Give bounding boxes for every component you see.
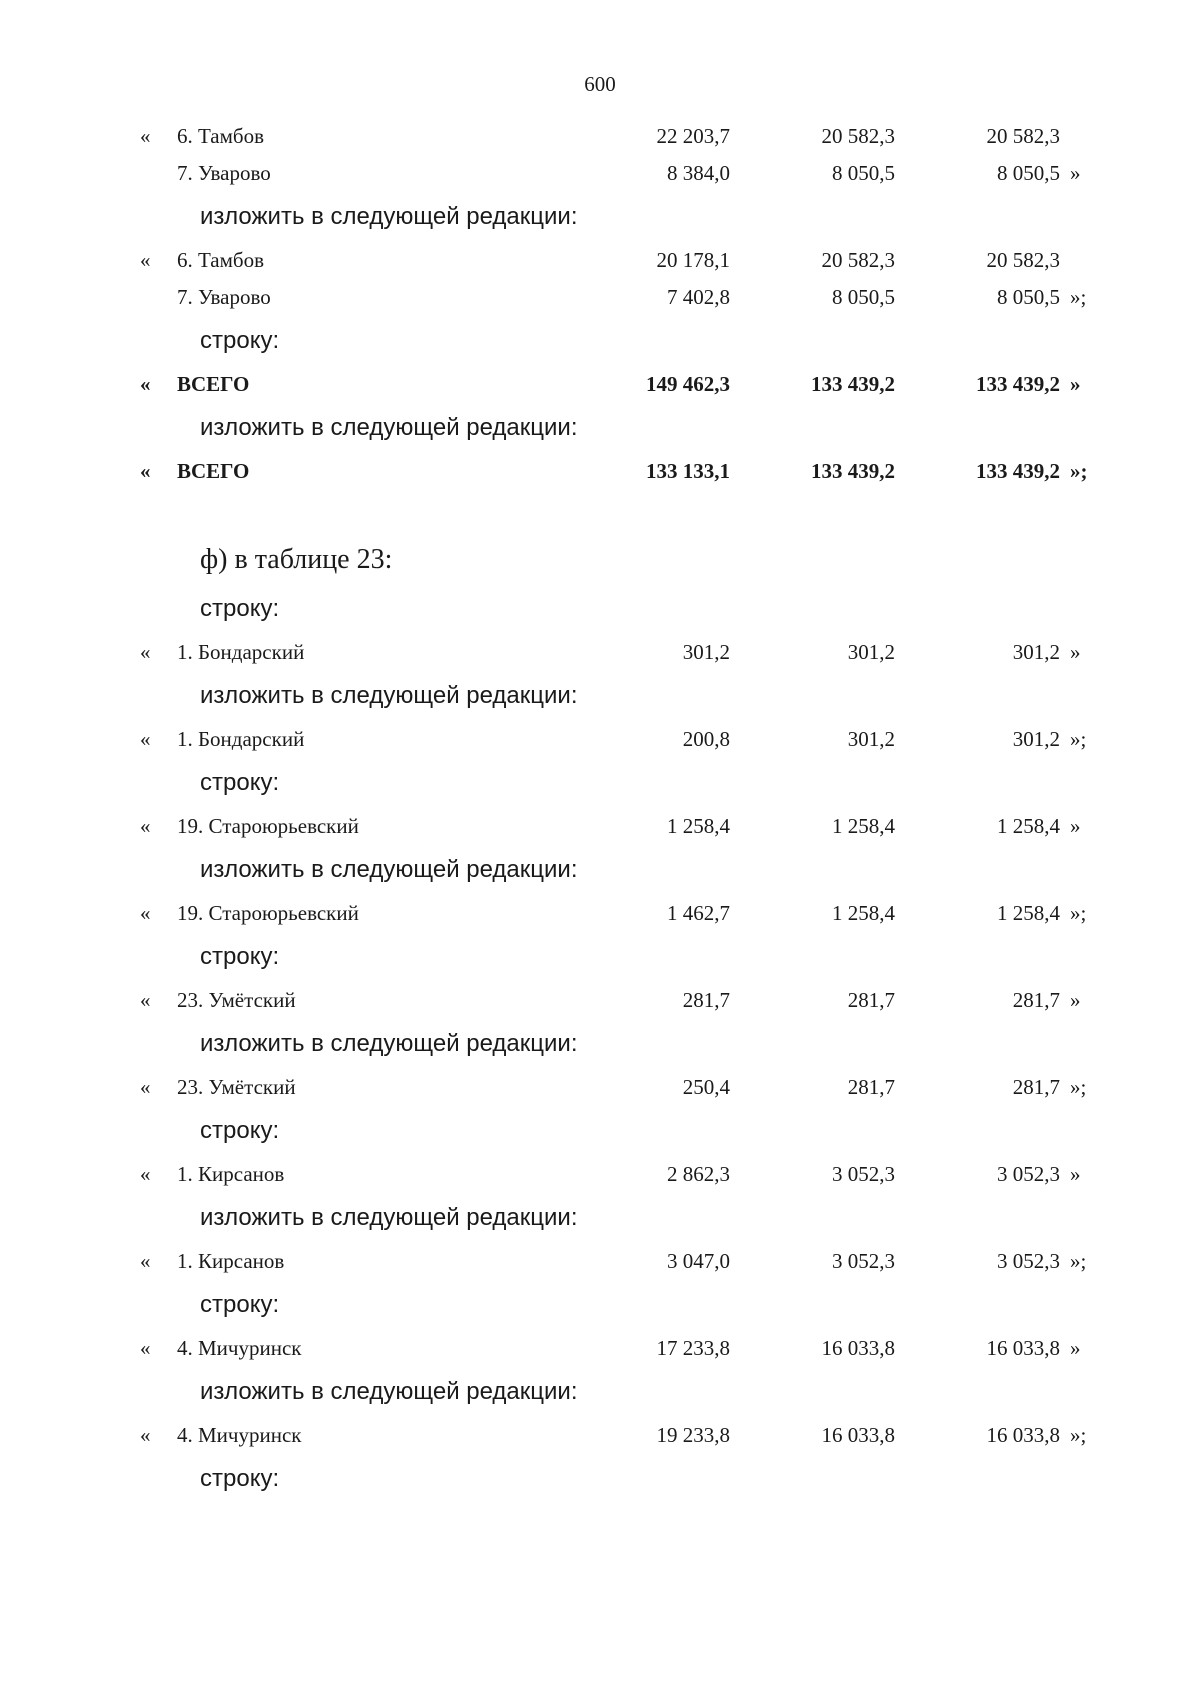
value-col-1: 301,2 (682, 640, 730, 664)
value-col-1: 8 384,0 (667, 161, 730, 185)
table-row (0, 1156, 1200, 1193)
value-col-2: 16 033,8 (821, 1336, 895, 1360)
instruction-text: изложить в следующей редакции: (200, 682, 578, 709)
instruction-text: изложить в следующей редакции: (200, 856, 578, 883)
page-number: 600 (584, 72, 616, 96)
value-col-1: 2 862,3 (667, 1162, 730, 1186)
value-col-1: 3 047,0 (667, 1249, 730, 1273)
value-col-3: 3 052,3 (997, 1162, 1060, 1186)
instruction-text: изложить в следующей редакции: (200, 203, 578, 230)
close-quote: »; (1070, 459, 1088, 483)
document-body (0, 118, 1200, 1504)
row-name: ВСЕГО (177, 372, 250, 396)
value-col-2: 1 258,4 (832, 814, 895, 838)
value-col-3: 133 439,2 (976, 372, 1060, 396)
instruction-text: изложить в следующей редакции: (200, 414, 578, 441)
table-row (0, 721, 1200, 758)
value-col-2: 20 582,3 (821, 248, 895, 272)
instruction-text: строку: (200, 1291, 280, 1318)
close-quote: » (1070, 1162, 1081, 1186)
value-col-1: 19 233,8 (656, 1423, 730, 1447)
open-quote: « (140, 640, 151, 664)
open-quote: « (140, 372, 151, 396)
open-quote: « (140, 727, 151, 751)
table-row (0, 808, 1200, 845)
value-col-3: 1 258,4 (997, 814, 1060, 838)
table-row (0, 1330, 1200, 1367)
value-col-2: 133 439,2 (811, 372, 895, 396)
close-quote: » (1070, 814, 1081, 838)
row-name: 1. Бондарский (177, 727, 305, 751)
close-quote: » (1070, 161, 1081, 185)
value-col-3: 1 258,4 (997, 901, 1060, 925)
value-col-3: 16 033,8 (986, 1336, 1060, 1360)
close-quote: »; (1070, 1249, 1087, 1273)
row-name: ВСЕГО (177, 459, 250, 483)
value-col-2: 281,7 (847, 988, 895, 1012)
table-row (0, 155, 1200, 192)
value-col-2: 8 050,5 (832, 285, 895, 309)
value-col-3: 8 050,5 (997, 285, 1060, 309)
value-col-2: 16 033,8 (821, 1423, 895, 1447)
spacer (0, 490, 1200, 512)
close-quote: » (1070, 988, 1081, 1012)
value-col-3: 20 582,3 (986, 248, 1060, 272)
row-name: 23. Умётский (177, 1075, 296, 1099)
table-row (0, 982, 1200, 1019)
value-col-2: 1 258,4 (832, 901, 895, 925)
instruction-text: изложить в следующей редакции: (200, 1030, 578, 1057)
instruction-text: изложить в следующей редакции: (200, 1378, 578, 1405)
open-quote: « (140, 988, 151, 1012)
table-row (0, 1243, 1200, 1280)
open-quote: « (140, 1336, 151, 1360)
close-quote: »; (1070, 1423, 1087, 1447)
table-row (0, 453, 1200, 490)
value-col-1: 133 133,1 (646, 459, 730, 483)
open-quote: « (140, 1423, 151, 1447)
value-col-2: 133 439,2 (811, 459, 895, 483)
open-quote: « (140, 1075, 151, 1099)
open-quote: « (140, 248, 151, 272)
value-col-1: 7 402,8 (667, 285, 730, 309)
value-col-1: 1 258,4 (667, 814, 730, 838)
value-col-2: 301,2 (847, 727, 895, 751)
close-quote: »; (1070, 1075, 1087, 1099)
instruction-text: изложить в следующей редакции: (200, 1204, 578, 1231)
open-quote: « (140, 1249, 151, 1273)
row-name: 6. Тамбов (177, 124, 265, 148)
instruction-text: строку: (200, 1465, 280, 1492)
table-row (0, 634, 1200, 671)
value-col-2: 3 052,3 (832, 1249, 895, 1273)
table-row (0, 1069, 1200, 1106)
value-col-3: 301,2 (1012, 727, 1060, 751)
table-row (0, 1417, 1200, 1454)
open-quote: « (140, 901, 151, 925)
value-col-1: 250,4 (682, 1075, 730, 1099)
value-col-1: 281,7 (682, 988, 730, 1012)
close-quote: » (1070, 372, 1081, 396)
value-col-3: 301,2 (1012, 640, 1060, 664)
value-col-2: 3 052,3 (832, 1162, 895, 1186)
row-name: 1. Бондарский (177, 640, 305, 664)
value-col-1: 200,8 (682, 727, 730, 751)
table-row (0, 895, 1200, 932)
value-col-1: 17 233,8 (656, 1336, 730, 1360)
value-col-2: 301,2 (847, 640, 895, 664)
row-name: 23. Умётский (177, 988, 296, 1012)
close-quote: »; (1070, 901, 1087, 925)
value-col-2: 281,7 (847, 1075, 895, 1099)
table-row (0, 118, 1200, 155)
value-col-2: 20 582,3 (821, 124, 895, 148)
close-quote: » (1070, 640, 1081, 664)
instruction-text: строку: (200, 327, 280, 354)
open-quote: « (140, 1162, 151, 1186)
value-col-1: 20 178,1 (656, 248, 730, 272)
value-col-1: 1 462,7 (667, 901, 730, 925)
row-name: 19. Староюрьевский (177, 814, 359, 838)
table-row (0, 242, 1200, 279)
instruction-text: строку: (200, 1117, 280, 1144)
row-name: 4. Мичуринск (177, 1423, 302, 1447)
row-name: 4. Мичуринск (177, 1336, 302, 1360)
table-row (0, 366, 1200, 403)
value-col-3: 3 052,3 (997, 1249, 1060, 1273)
row-name: 6. Тамбов (177, 248, 265, 272)
value-col-3: 20 582,3 (986, 124, 1060, 148)
value-col-3: 8 050,5 (997, 161, 1060, 185)
instruction-text: строку: (200, 943, 280, 970)
row-name: 7. Уварово (177, 161, 271, 185)
open-quote: « (140, 124, 151, 148)
close-quote: »; (1070, 285, 1087, 309)
row-name: 1. Кирсанов (177, 1162, 285, 1186)
value-col-3: 16 033,8 (986, 1423, 1060, 1447)
close-quote: » (1070, 1336, 1081, 1360)
row-name: 7. Уварово (177, 285, 271, 309)
value-col-3: 281,7 (1012, 988, 1060, 1012)
value-col-1: 149 462,3 (646, 372, 730, 396)
close-quote: »; (1070, 727, 1087, 751)
value-col-1: 22 203,7 (656, 124, 730, 148)
table-row (0, 279, 1200, 316)
row-name: 19. Староюрьевский (177, 901, 359, 925)
section-heading: ф) в таблице 23: (200, 544, 393, 575)
value-col-3: 281,7 (1012, 1075, 1060, 1099)
instruction-text: строку: (200, 769, 280, 796)
open-quote: « (140, 459, 151, 483)
value-col-3: 133 439,2 (976, 459, 1060, 483)
instruction-text: строку: (200, 595, 280, 622)
open-quote: « (140, 814, 151, 838)
value-col-2: 8 050,5 (832, 161, 895, 185)
row-name: 1. Кирсанов (177, 1249, 285, 1273)
